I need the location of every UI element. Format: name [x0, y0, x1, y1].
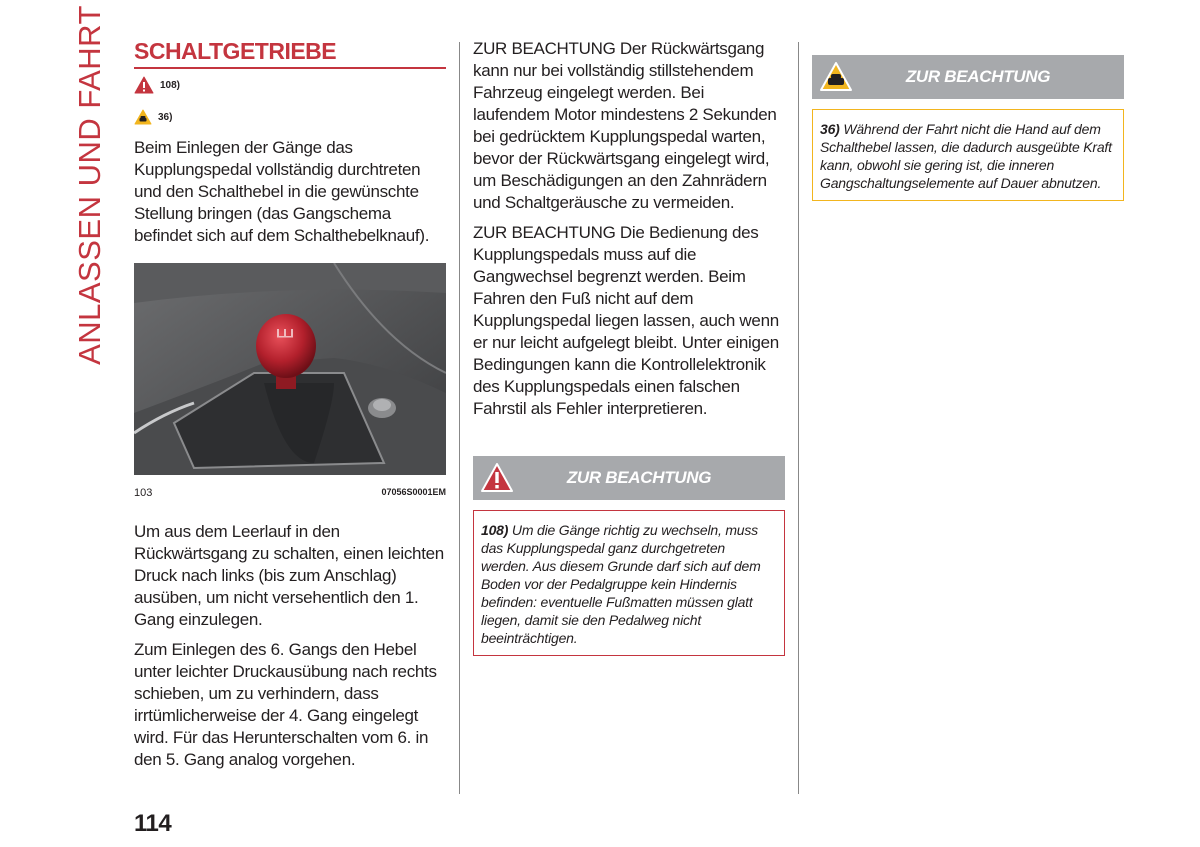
ref-caution[interactable] — [134, 107, 446, 127]
column-1 — [134, 38, 446, 771]
warning-title: ZUR BEACHTUNG — [566, 468, 712, 487]
warning-box — [473, 510, 785, 656]
caution-car-icon — [134, 109, 152, 125]
danger-triangle-icon — [479, 460, 515, 496]
ref-danger-label: 108) — [160, 79, 181, 91]
warning-header — [473, 456, 785, 500]
column-divider — [459, 42, 460, 794]
figure-number: 103 — [134, 487, 153, 499]
sixth-gear-paragraph: Zum Einlegen des 6. Gangs den Hebel unter leichter Druckausübung nach rechts schieben, um zu verhindern, dass irrtümlicherweise der 4. Gang eingelegt wird. Für das Herunterschalten vom 6. in den 5. Gang analog vorgehen. — [134, 640, 437, 769]
column-2 — [473, 38, 785, 656]
caution-text: Während der Fahrt nicht die Hand auf dem Schalthebel lassen, die dadurch ausgeübte Kraft kann, obwohl sie gering ist, die inneren Gangschaltungselemente auf Dauer abnutzen. — [820, 121, 1112, 191]
caution-number: 36) — [820, 121, 840, 137]
section-side-title — [70, 5, 110, 365]
caution-title: ZUR BEACHTUNG — [905, 67, 1051, 86]
clutch-note-paragraph: ZUR BEACHTUNG Die Bedienung des Kupplungspedals muss auf die Gangwechsel begrenzt werden. Beim Fahren den Fuß nicht auf dem Kupplungspedal liegen lassen, auch wenn er nur leicht aufgelegt bleibt. Unter einigen Bedingungen kann die Kontrollelektronik des Kupplungspedals einen falschen Fahrstil als Fehler interpretieren. — [473, 223, 779, 418]
figure-caption — [134, 487, 446, 499]
column-3 — [812, 38, 1124, 201]
side-title-text: ANLASSEN UND FAHRT — [72, 5, 107, 365]
caution-header — [812, 55, 1124, 99]
warning-number: 108) — [481, 522, 509, 538]
ref-caution-label: 36) — [158, 111, 173, 123]
gear-lever-image — [134, 263, 446, 475]
figure-code: 07056S0001EM — [381, 487, 446, 497]
ref-danger[interactable] — [134, 75, 446, 95]
reverse-gear-paragraph: Um aus dem Leerlauf in den Rückwärtsgang zu schalten, einen leichten Druck nach links (bis zum Anschlag) ausüben, um nicht versehentlich den 1. Gang einzulegen. — [134, 522, 444, 629]
section-heading: SCHALTGETRIEBE — [134, 38, 446, 69]
column-divider — [798, 42, 799, 794]
intro-paragraph: Beim Einlegen der Gänge das Kupplungspedal vollständig durchtreten und den Schalthebel in die gewünschte Stellung bringen (das Gangschema befindet sich auf dem Schalthebelknauf). — [134, 138, 430, 245]
reverse-note-paragraph: ZUR BEACHTUNG Der Rückwärtsgang kann nur bei vollständig stillstehendem Fahrzeug eingelegt werden. Bei laufendem Motor mindestens 2 Sekunden bei gedrücktem Kupplungspedal warten, bevor der Rückwärtsgang eingelegt wird, um Beschädigungen an den Zahnrädern und Schaltgeräusche zu vermeiden. — [473, 39, 777, 212]
caution-box — [812, 109, 1124, 201]
page-number: 114 — [134, 810, 172, 837]
danger-triangle-icon — [134, 76, 154, 94]
warning-text: Um die Gänge richtig zu wechseln, muss das Kupplungspedal ganz durchgetreten werden. Aus diesem Grunde darf sich auf dem Boden vor der Pedalgruppe kein Hindernis befinden: eventuelle Fußmatten müssen glatt liegen, damit sie den Pedalweg nicht beeinträchtigen. — [481, 522, 761, 646]
caution-car-icon — [818, 59, 854, 95]
